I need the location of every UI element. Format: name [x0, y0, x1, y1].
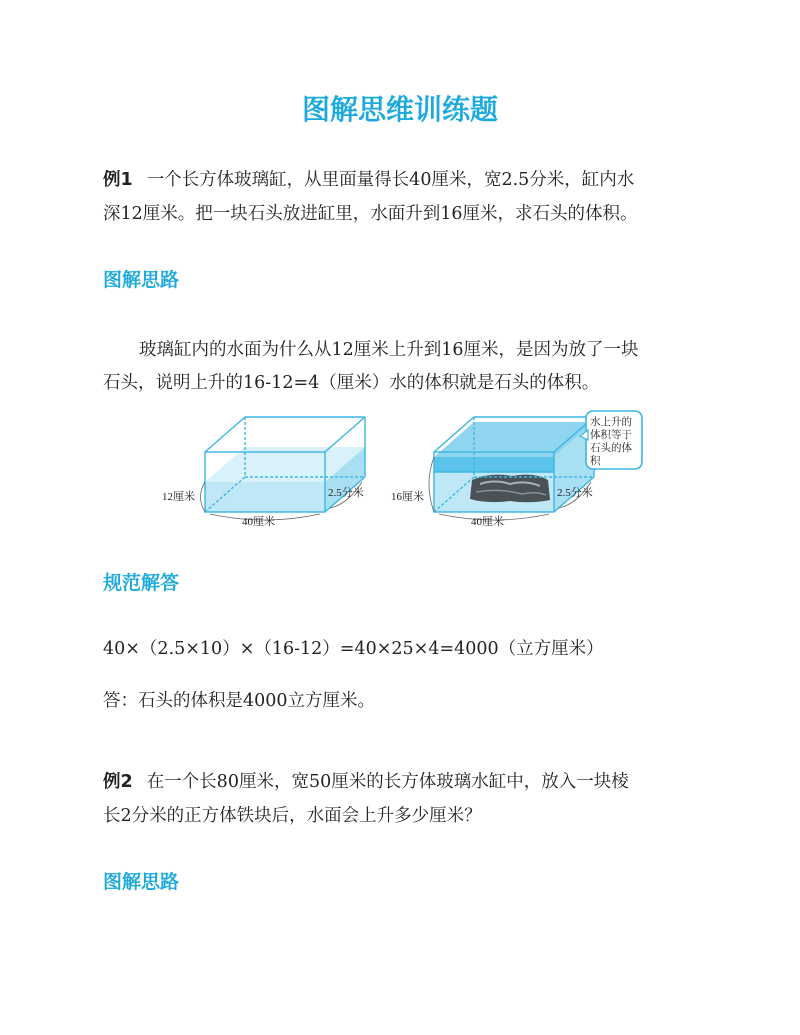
example2-label: 例2 — [103, 772, 133, 792]
section-heading-approach-1: 图解思路 — [103, 269, 180, 291]
callout-line1: 水上升的 — [590, 416, 632, 428]
page-title: 图解思维训练题 — [301, 93, 498, 126]
callout-line4: 积 — [590, 455, 601, 467]
example1-line2: 深12厘米。把一块石头放进缸里，水面升到16厘米，求石头的体积。 — [103, 204, 638, 224]
section-heading-approach-2: 图解思路 — [103, 871, 180, 893]
example1-label: 例1 — [103, 170, 133, 190]
tank-right-rise-band — [434, 457, 554, 472]
tank-left-water-front — [205, 482, 325, 512]
stone-image — [470, 475, 550, 503]
example2-text1: 在一个长80厘米，宽50厘米的长方体玻璃水缸中，放入一块棱 — [146, 772, 629, 792]
tank-right-height-label: 16厘米 — [391, 491, 424, 503]
tank-right — [391, 411, 642, 528]
tank-left-width-label: 2.5分米 — [328, 487, 364, 499]
tank-left-length-label: 40厘米 — [242, 516, 275, 528]
solution-answer: 答：石头的体积是4000立方厘米。 — [103, 691, 376, 711]
tank-right-length-label: 40厘米 — [471, 516, 504, 528]
example1-line1 — [103, 163, 634, 197]
explanation-line1: 玻璃缸内的水面为什么从12厘米上升到16厘米，是因为放了一块 — [139, 340, 639, 360]
callout-bubble — [580, 411, 642, 469]
tank-left-height-label: 12厘米 — [162, 491, 195, 503]
explanation-line2: 石头，说明上升的16-12=4（厘米）水的体积就是石头的体积。 — [103, 373, 600, 393]
example2-line1 — [103, 765, 629, 799]
tank-left — [162, 417, 365, 528]
tank-diagram — [150, 402, 670, 534]
example2-line2: 长2分米的正方体铁块后，水面会上升多少厘米？ — [103, 806, 482, 826]
callout-line2: 体积等于 — [590, 429, 632, 441]
tank-right-width-label: 2.5分米 — [557, 487, 593, 499]
callout-line3: 石头的体 — [590, 442, 632, 454]
section-heading-solution: 规范解答 — [103, 572, 180, 594]
solution-formula: 40×（2.5×10）×（16-12）=40×25×4=4000（立方厘米） — [103, 639, 604, 659]
example1-text1: 一个长方体玻璃缸，从里面量得长40厘米，宽2.5分米，缸内水 — [146, 170, 635, 190]
